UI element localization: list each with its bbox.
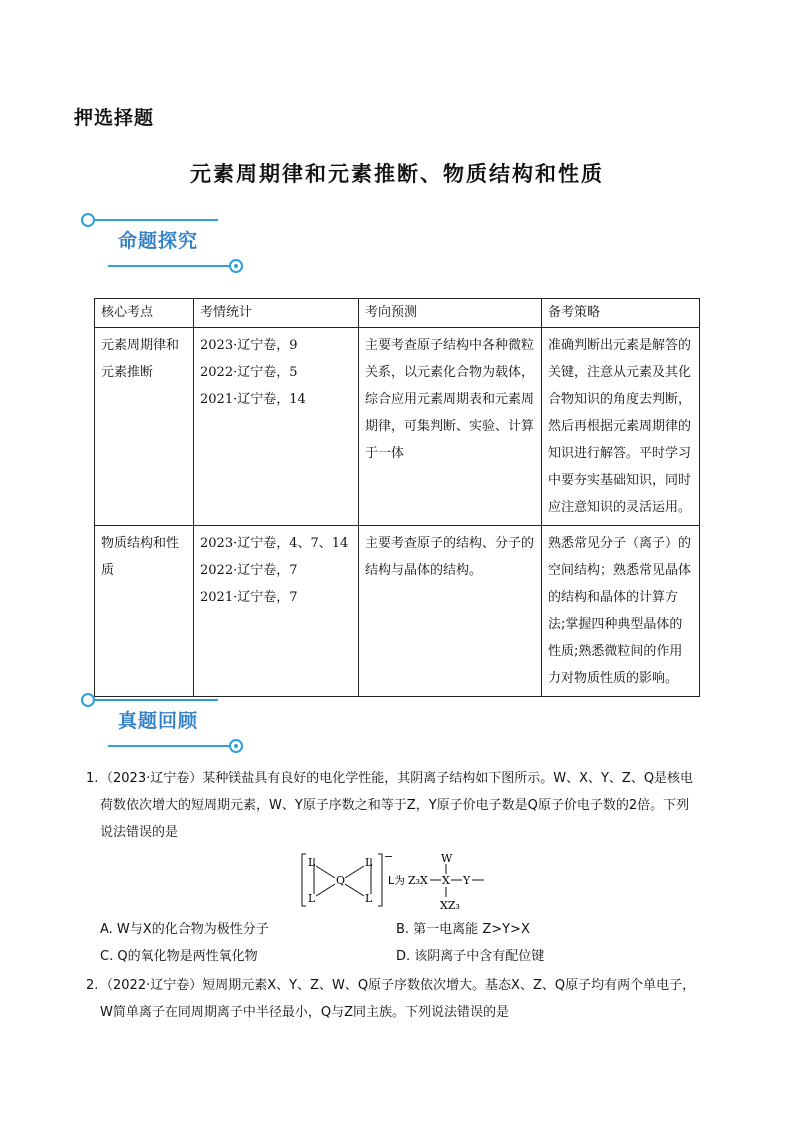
stat-line: 2021·辽宁卷，7 <box>200 590 298 605</box>
ligand-l: L <box>365 892 373 905</box>
banner-review <box>78 688 253 758</box>
question-text: （2022·辽宁卷）短周期元素X、Y、Z、W、Q原子序数依次增大。基态X、Z、Q原子均有两个单电子，W简单离子在同周期离子中半径最小，Q与Z同主族。下列说法错误的是 <box>100 978 696 1020</box>
topic-cell: 元素周期律和元素推断 <box>95 328 194 526</box>
analysis-table <box>94 298 700 697</box>
stat-line: 2022·辽宁卷，5 <box>200 365 298 380</box>
stat-line: 2021·辽宁卷，14 <box>200 392 306 407</box>
option-a[interactable]: A. W与X的化合物为极性分子 <box>100 922 269 937</box>
topic-cell: 物质结构和性质 <box>95 526 194 697</box>
option-b[interactable]: B. 第一电离能 Z>Y>X <box>396 922 530 937</box>
question-2 <box>86 972 700 1026</box>
question-text: （2023·辽宁卷）某种镁盐具有良好的电化学性能，其阴离子结构如下图所示。W、X、Y、Z、Q是核电荷数依次增大的短周期元素，W、Y原子序数之和等于Z，Y原子价电子数是Q原子价电子数的2倍。下列说法错误的是 <box>100 771 694 840</box>
l-definition-label: L为 <box>388 874 406 887</box>
center-q: Q <box>336 874 346 887</box>
option-c[interactable]: C. Q的氧化物是两性氧化物 <box>100 949 258 964</box>
z3x-group: Z₃X <box>408 874 428 887</box>
charge-sign: − <box>384 850 394 863</box>
question-1 <box>86 765 700 846</box>
forecast-cell: 主要考查原子的结构、分子的结构与晶体的结构。 <box>359 526 542 697</box>
section-label: 押选择题 <box>74 107 155 129</box>
atom-y: Y <box>463 874 471 887</box>
ligand-l: L <box>365 856 373 869</box>
banner-exploration <box>78 208 253 278</box>
stat-line: 2023·辽宁卷，4、7、14 <box>200 536 349 551</box>
atom-w: W <box>441 852 453 865</box>
header-forecast: 考向预测 <box>359 299 542 328</box>
anion-structure-diagram <box>300 850 520 912</box>
ligand-l: L <box>308 856 316 869</box>
table-header-row <box>95 299 700 328</box>
ligand-l: L <box>308 892 316 905</box>
strategy-cell: 熟悉常见分子（离子）的空间结构；熟悉常见晶体的结构和晶体的计算方法;掌握四种典型晶体的性质;熟悉微粒间的作用力对物质性质的影响。 <box>542 526 700 697</box>
header-topic: 核心考点 <box>95 299 194 328</box>
table-row <box>95 328 700 526</box>
page-title: 元素周期律和元素推断、物质结构和性质 <box>190 161 604 186</box>
question-number: 1. <box>86 771 99 786</box>
banner-exploration-label: 命题探究 <box>118 230 199 252</box>
question-number: 2. <box>86 978 99 993</box>
stats-cell <box>194 328 359 526</box>
table-row <box>95 526 700 697</box>
atom-x: X <box>442 874 450 887</box>
banner-review-label: 真题回顾 <box>118 710 199 732</box>
header-stats: 考情统计 <box>194 299 359 328</box>
stat-line: 2023·辽宁卷，9 <box>200 338 298 353</box>
stat-line: 2022·辽宁卷，7 <box>200 563 298 578</box>
stats-cell <box>194 526 359 697</box>
option-d[interactable]: D. 该阴离子中含有配位键 <box>396 949 545 964</box>
strategy-cell: 准确判断出元素是解答的关键，注意从元素及其化合物知识的角度去判断，然后再根据元素周期律的知识进行解答。平时学习中要夯实基础知识，同时应注意知识的灵活运用。 <box>542 328 700 526</box>
forecast-cell: 主要考查原子结构中各种微粒关系，以元素化合物为载体，综合应用元素周期表和元素周期律，可集判断、实验、计算于一体 <box>359 328 542 526</box>
xz3-group: XZ₃ <box>440 899 460 912</box>
header-strategy: 备考策略 <box>542 299 700 328</box>
